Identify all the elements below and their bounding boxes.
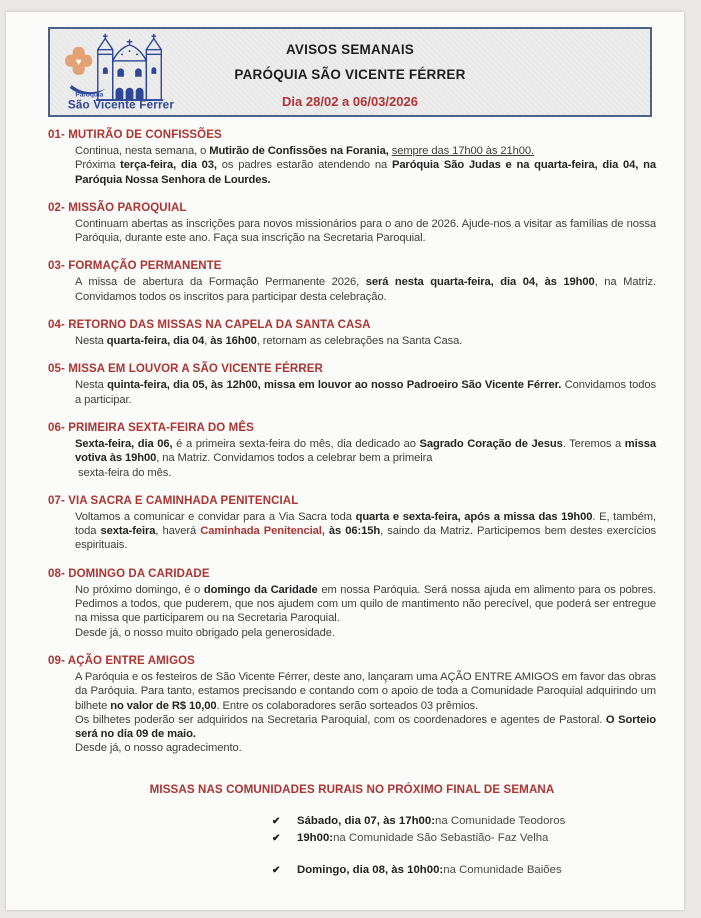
section-paragraph: [75, 583, 656, 626]
text-segment: quarta-feira, dia 04: [106, 335, 205, 348]
text-segment: Paróquia São Judas e na quarta-feira, dia 04, na Paróquia Nossa Senhora de Lourdes.: [75, 159, 656, 186]
mass-schedule-item: [272, 862, 656, 879]
mass-location: na Comunidade São Sebastião- Faz Velha: [333, 831, 549, 844]
notice-section: [48, 260, 656, 304]
notice-section: [48, 655, 656, 756]
header-box: [48, 27, 652, 117]
mass-location: na Comunidade Teodoros: [435, 814, 566, 827]
document-page: [6, 12, 684, 910]
mass-schedule-group: [272, 862, 656, 879]
notice-section: [48, 568, 656, 640]
section-title: 02- MISSÃO PAROQUIAL: [48, 201, 187, 214]
text-segment: terça-feira, dia 03,: [120, 159, 217, 172]
section-title: 06- PRIMEIRA SEXTA-FEIRA DO MÊS: [48, 421, 254, 434]
text-segment: Sexta-feira, dia 06,: [75, 437, 173, 450]
text-segment: Convidamos todos a participar.: [75, 379, 657, 406]
text-segment: Próxima: [75, 159, 121, 172]
text-segment: . Teremos a: [562, 437, 625, 450]
text-segment: O Sorteio será no dia 09 de maio.: [75, 713, 656, 741]
check-icon: ✔: [272, 864, 281, 876]
mass-location: na Comunidade Baiões: [443, 863, 562, 876]
text-segment: sexta-feira do mês.: [78, 466, 172, 479]
section-title: 09- AÇÃO ENTRE AMIGOS: [48, 654, 195, 667]
text-segment: Nesta: [75, 335, 107, 348]
section-title: 04- RETORNO DAS MISSAS NA CAPELA DA SANTA CASA: [48, 319, 371, 332]
text-segment: ,: [204, 335, 211, 348]
section-paragraph: [75, 510, 656, 553]
text-segment: às 06:15h: [328, 525, 381, 538]
text-segment: , retornam as celebrações na Santa Casa.: [256, 335, 463, 348]
text-segment: quarta e sexta-feira, após a missa das 19h00: [355, 510, 593, 523]
text-segment: Mutirão de Confissões na Forania,: [209, 145, 389, 157]
notice-section: [48, 129, 656, 187]
section-paragraph: [75, 378, 656, 407]
text-segment: no valor de R$ 10,00: [110, 699, 217, 712]
check-icon: ✔: [272, 815, 281, 827]
notice-section: [48, 319, 656, 348]
section-paragraph: [75, 158, 656, 187]
text-segment: , saindo da Matriz. Participemos bem destes exercícios espirituais.: [75, 525, 657, 552]
mass-time: Domingo, dia 08, às 10h00:: [297, 863, 444, 876]
text-segment: Nesta: [75, 379, 108, 392]
text-segment: , na Matriz. Convidamos todos a celebrar bem a primeira: [156, 452, 433, 465]
mass-schedule-item: [272, 830, 656, 847]
notice-section: [48, 495, 656, 553]
text-segment: , na Matriz. Convidamos todos os inscritos para participar desta celebração.: [75, 276, 656, 303]
text-segment: A missa de abertura da Formação Permanente 2026,: [75, 276, 366, 289]
logo-word-paroquia: Paróquia: [75, 91, 104, 99]
mass-schedule-group: [272, 813, 656, 847]
section-paragraph: [75, 217, 656, 246]
section-paragraph: [75, 334, 656, 348]
text-segment: Sagrado Coração de Jesus: [419, 437, 563, 450]
header-titles: [50, 29, 650, 115]
text-segment: em nossa Paróquia. Será nossa ajuda em alimento para os pobres. Pedimos a todos, que puderem, que nos ajudem com um quilo de mantimento não perecível, que poderá ser entregue na missa que participarem ou na Secretaria Paroquial.: [75, 583, 656, 625]
section-paragraph: [75, 670, 656, 713]
text-segment: Desde já, o nosso agradecimento.: [75, 742, 242, 755]
mass-time: 19h00:: [297, 831, 334, 844]
check-icon: ✔: [272, 832, 281, 844]
date-range: Dia 28/02 a 06/03/2026: [282, 94, 418, 109]
section-paragraph: [75, 713, 656, 742]
logo-word-parish-name: São Vicente Ferrer: [67, 98, 175, 112]
section-paragraph: [75, 275, 656, 304]
section-title: 03- FORMAÇÃO PERMANENTE: [48, 260, 222, 273]
sections-container: [6, 129, 684, 894]
text-segment: às 16h00: [210, 335, 257, 348]
text-segment: Continua, nesta semana, o: [75, 145, 210, 157]
section-paragraph: [75, 144, 656, 158]
section-title: 08- DOMINGO DA CARIDADE: [48, 567, 210, 580]
section-title: 07- VIA SACRA E CAMINHADA PENITENCIAL: [48, 494, 299, 507]
mass-time: Sábado, dia 07, às 17h00:: [297, 814, 436, 827]
text-segment: Os bilhetes poderão ser adquiridos na Secretaria Paroquial, com os coordenadores e agentes de Pastoral.: [75, 713, 606, 726]
section-title: 01- MUTIRÃO DE CONFISSÕES: [48, 129, 222, 141]
text-segment: domingo da Caridade: [203, 583, 318, 596]
bulletin-title: AVISOS SEMANAIS: [285, 42, 415, 57]
text-segment: No próximo domingo, é o: [75, 583, 204, 596]
text-segment: Caminhada Penitencial,: [200, 525, 325, 538]
text-segment: é a primeira sexta-feira do mês, dia dedicado ao: [172, 437, 420, 450]
section-paragraph: [75, 437, 656, 480]
svg-text:♥: ♥: [75, 57, 82, 69]
text-segment: missa votiva às 19h00: [75, 437, 656, 465]
rural-masses-footer: [48, 783, 656, 879]
text-segment: Continuam abertas as inscrições para novos missionários para o ano de 2026. Ajude-nos a visitar as famílias de nossa Paróquia, durante este ano. Faça sua inscrição na Secretaria Paroquial.: [75, 217, 656, 245]
text-segment: os padres estarão atendendo na: [216, 159, 392, 172]
text-segment: sempre das 17h00 às 21h00.: [391, 145, 535, 157]
text-segment: Voltamos a comunicar e convidar para a Via Sacra toda: [75, 510, 356, 523]
text-segment: sexta-feira: [100, 525, 156, 538]
section-paragraph: [75, 741, 656, 755]
rural-masses-title: MISSAS NAS COMUNIDADES RURAIS NO PRÓXIMO FINAL DE SEMANA: [149, 782, 555, 796]
section-paragraph: [75, 626, 656, 640]
notice-section: [48, 202, 656, 246]
text-segment: . Entre os colaboradores serão sorteados 03 prêmios.: [216, 699, 479, 712]
text-segment: , haverá: [155, 525, 201, 538]
section-title: 05- MISSA EM LOUVOR A SÃO VICENTE FÉRRER: [48, 363, 323, 376]
notice-section: [48, 363, 656, 407]
text-segment: quinta-feira, dia 05, às 12h00, missa em louvor ao nosso Padroeiro São Vicente Férrer.: [107, 379, 562, 392]
text-segment: será nesta quarta-feira, dia 04, às 19h00: [365, 276, 595, 289]
rural-masses-list: [272, 813, 656, 879]
text-segment: Desde já, o nosso muito obrigado pela generosidade.: [75, 626, 335, 639]
text-segment: A Paróquia e os festeiros de São Vicente Férrer, deste ano, lançaram uma AÇÃO ENTRE AMIGOS em favor das obras da Paróquia. Para tanto, estamos precisando e contando com o apoio de toda a Comunidade Paroquial adquirindo um bilhete: [75, 670, 656, 712]
parish-name: PARÓQUIA SÃO VICENTE FÉRRER: [234, 67, 466, 82]
text-segment: . E, também, toda: [75, 510, 657, 538]
notice-section: [48, 422, 656, 480]
mass-schedule-item: [272, 813, 656, 830]
